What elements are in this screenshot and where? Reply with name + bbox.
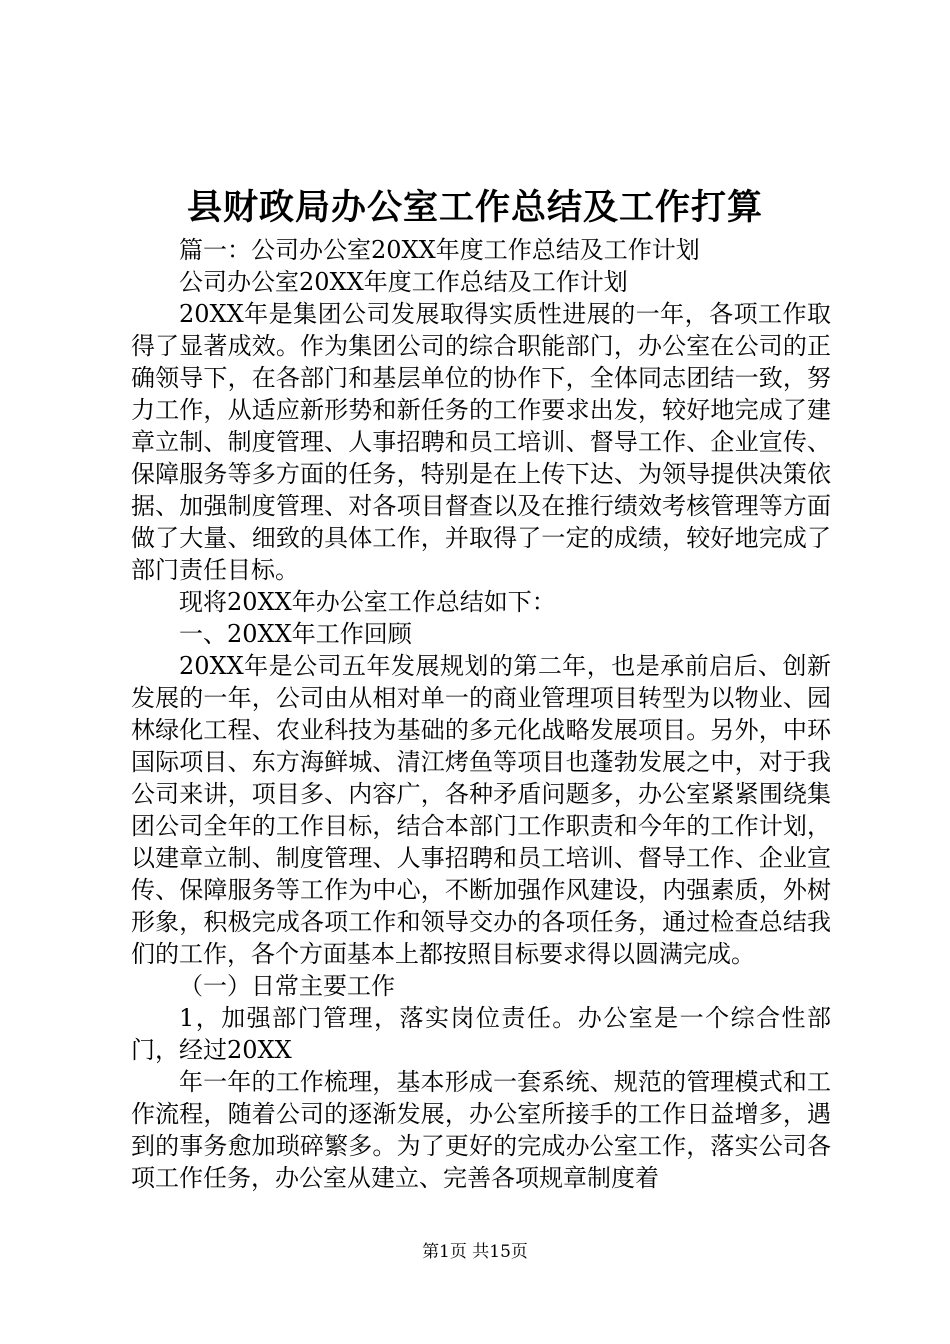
- paragraph-summary-lead: 现将20XX年办公室工作总结如下：: [179, 588, 556, 616]
- document-title: 县财政局办公室工作总结及工作打算: [186, 187, 763, 228]
- subsection-heading-daily-work: （一）日常主要工作: [179, 972, 395, 1000]
- paragraph-review: 20XX年是公司五年发展规划的第二年，也是承前启后、创新发展的一年，公司由从相对单一的商业管理项目转型为以物业、园林绿化工程、农业科技为基础的多元化战略发展项目。另外，中环国际项目、东方海鲜城、清江烤鱼等项目也蓬勃发展之中，对于我公司来讲，项目多、内容广，各种矛盾问题多，办公室紧紧围绕集团公司全年的工作目标，结合本部门工作职责和今年的工作计划，以建章立制、制度管理、人事招聘和员工培训、督导工作、企业宣传、保障服务等工作为中心，不断加强作风建设，内强素质，外树形象，积极完成各项工作和领导交办的各项任务，通过检查总结我们的工作，各个方面基本上都按照目标要求得以圆满完成。: [131, 652, 831, 968]
- document-body: [131, 234, 831, 1194]
- paragraph-heading-part1: 篇一：公司办公室20XX年度工作总结及工作计划: [179, 236, 700, 264]
- paragraph-subtitle: 公司办公室20XX年度工作总结及工作计划: [179, 268, 628, 296]
- paragraph-intro: 20XX年是集团公司发展取得实质性进展的一年，各项工作取得了显著成效。作为集团公司的综合职能部门，办公室在公司的正确领导下，在各部门和基层单位的协作下，全体同志团结一致，努力工作，从适应新形势和新任务的工作要求出发，较好地完成了建章立制、制度管理、人事招聘和员工培训、督导工作、企业宣传、保障服务等多方面的任务，特别是在上传下达、为领导提供决策依据、加强制度管理、对各项目督查以及在推行绩效考核管理等方面做了大量、细致的具体工作，并取得了一定的成绩，较好地完成了部门责任目标。: [131, 300, 831, 584]
- section-heading-review: 一、20XX年工作回顾: [179, 620, 412, 648]
- paragraph-item-1-continued: 年一年的工作梳理，基本形成一套系统、规范的管理模式和工作流程，随着公司的逐渐发展，办公室所接手的工作日益增多，遇到的事务愈加琐碎繁多。为了更好的完成办公室工作，落实公司各项工作任务，办公室从建立、完善各项规章制度着: [131, 1068, 831, 1192]
- paragraph-item-1: 1，加强部门管理，落实岗位责任。办公室是一个综合性部门，经过20XX: [131, 1004, 831, 1064]
- page-footer: 第1页 共15页: [422, 1242, 528, 1262]
